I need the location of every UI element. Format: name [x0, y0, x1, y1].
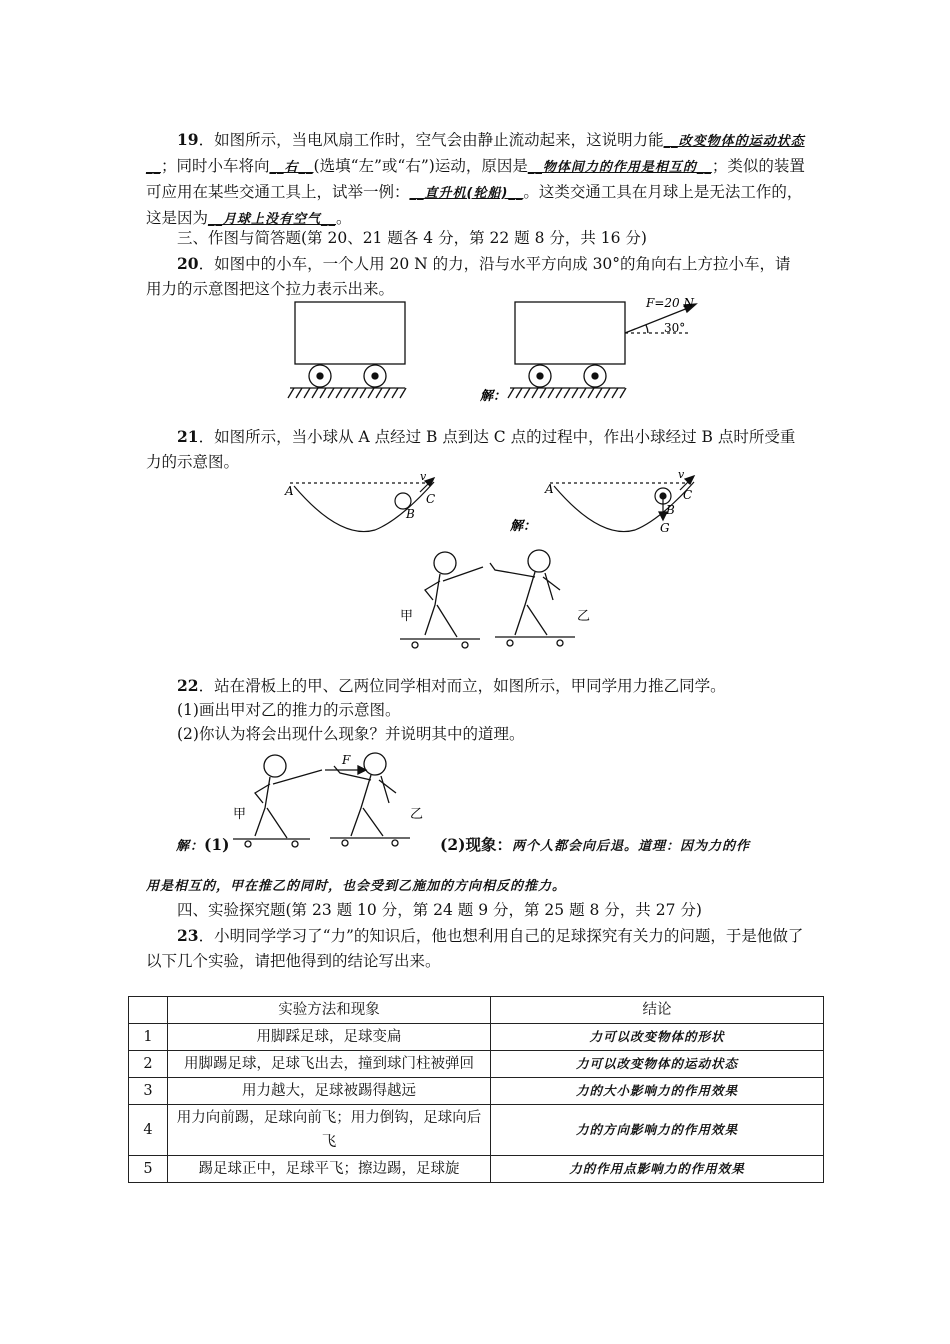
- row-method: 用力越大，足球被踢得越远: [168, 1078, 491, 1105]
- q19-answer-5: __月球上没有空气__: [208, 212, 337, 227]
- force-label: F=20 N: [646, 296, 694, 310]
- q19-text-5: 。这类交通工具在月球上是无法工作的，这是因为: [146, 183, 803, 227]
- point-c-label-2: C: [683, 488, 693, 502]
- skateboard-figure: [395, 545, 600, 650]
- row-method: 用脚踢足球，足球飞出去，撞到球门柱被弹回: [168, 1051, 491, 1078]
- q23-number: 23: [177, 926, 199, 945]
- q20-solution-label: 解：: [480, 389, 507, 404]
- q20-text: ．如图中的小车，一个人用 20 N 的力，沿与水平方向成 30°的角向右上方拉小车，请用力的示意图把这个拉力表示出来。: [146, 255, 791, 298]
- q19-answer-2: __右__: [269, 160, 314, 175]
- velocity-label-2: v: [678, 468, 685, 481]
- point-a-label-2: A: [545, 482, 554, 496]
- table-row: [129, 1078, 824, 1105]
- q22-answer-2: [146, 873, 806, 899]
- row-index: 4: [129, 1105, 168, 1156]
- section-4-heading: 四、实验探究题(第 23 题 10 分，第 24 题 9 分，第 25 题 8 分，共 27 分): [177, 901, 702, 919]
- q21-number: 21: [177, 427, 199, 446]
- row-index: 2: [129, 1051, 168, 1078]
- jia-label-2: 甲: [233, 807, 247, 822]
- header-conclusion: 结论: [491, 997, 824, 1024]
- row-index: 5: [129, 1156, 168, 1183]
- q19-answer-4: __直升机(轮船)__: [409, 186, 524, 201]
- row-method: 用力向前踢，足球向前飞；用力倒钩，足球向后飞: [168, 1105, 491, 1156]
- row-conclusion: 力可以改变物体的运动状态: [491, 1051, 824, 1078]
- q22-number: 22: [177, 676, 199, 695]
- cart-figure: [280, 292, 700, 407]
- table-row: [129, 1051, 824, 1078]
- row-index: 1: [129, 1024, 168, 1051]
- velocity-label: v: [420, 470, 427, 483]
- q22-solution-label: 解：: [176, 839, 205, 854]
- q19-text-2: ；同时小车将向: [161, 157, 270, 175]
- q22-part-1: (1)画出甲对乙的推力的示意图。: [177, 701, 401, 719]
- point-c-label: C: [426, 492, 436, 506]
- q21-solution-label: 解：: [510, 519, 537, 534]
- row-conclusion: 力可以改变物体的形状: [491, 1024, 824, 1051]
- point-a-label: A: [285, 484, 294, 498]
- q22-solution-part-1: (1): [204, 835, 230, 854]
- header-method: 实验方法和现象: [168, 997, 491, 1024]
- gravity-label: G: [660, 521, 670, 535]
- q22-phenomenon-label: (2)现象：: [440, 835, 512, 854]
- cart-answer: [508, 302, 696, 398]
- table-row: [129, 1024, 824, 1051]
- q19-text-4: ；类似的装置可应用在某些交通工具上，试举一例：: [146, 157, 805, 201]
- q19-number: 19: [177, 130, 199, 149]
- row-conclusion: 力的作用点影响力的作用效果: [491, 1156, 824, 1183]
- experiment-table: [128, 996, 824, 1183]
- q19-answer-3: __物体间力的作用是相互的__: [527, 160, 712, 175]
- question-23: [146, 923, 806, 974]
- q19-text-3: (选填“左”或“右”)运动，原因是: [313, 157, 528, 175]
- q22-answer-2-text: 用是相互的，甲在推乙的同时，也会受到乙施加的方向相反的推力。: [146, 879, 567, 894]
- q20-number: 20: [177, 254, 199, 273]
- q19-answer-1: __改变物体的运动状态__: [146, 134, 805, 175]
- header-index: [129, 997, 168, 1024]
- cart-original: [288, 302, 406, 398]
- row-conclusion: 力的大小影响力的作用效果: [491, 1078, 824, 1105]
- table-header: [129, 997, 824, 1024]
- force-f-label: F: [342, 753, 351, 767]
- question-19: [146, 127, 806, 232]
- angle-label: 30°: [664, 321, 686, 335]
- jia-label: 甲: [400, 609, 414, 624]
- table-row: [129, 1105, 824, 1156]
- q22-text: ．站在滑板上的甲、乙两位同学相对而立，如图所示，甲同学用力推乙同学。: [198, 677, 726, 695]
- q19-text: ．如图所示，当电风扇工作时，空气会由静止流动起来，这说明力能: [198, 131, 664, 149]
- q22-answer-1: 两个人都会向后退。道理：因为力的作: [511, 839, 750, 854]
- ball-track-figure: [280, 468, 710, 540]
- point-b-label: B: [406, 507, 415, 521]
- row-conclusion: 力的方向影响力的作用效果: [491, 1105, 824, 1156]
- yi-label: 乙: [577, 609, 591, 624]
- q19-text-6: 。: [336, 209, 352, 227]
- q21-text: ．如图所示，当小球从 A 点经过 B 点到达 C 点的过程中，作出小球经过 B 点时所受重力的示意图。: [146, 428, 796, 471]
- q22-solution-part-2: [440, 834, 750, 858]
- yi-label-2: 乙: [410, 807, 424, 822]
- row-method: 踢足球正中，足球平飞；擦边踢，足球旋: [168, 1156, 491, 1183]
- q22-part-2: (2)你认为将会出现什么现象？并说明其中的道理。: [177, 725, 525, 743]
- q23-text: ．小明同学学习了“力”的知识后，他也想利用自己的足球探究有关力的问题，于是他做了以下几个实验，请把他得到的结论写出来。: [146, 927, 804, 970]
- skateboard-answer-figure: [230, 748, 425, 848]
- row-index: 3: [129, 1078, 168, 1105]
- q22-solution-line-1: [176, 834, 229, 858]
- question-22: [146, 673, 806, 699]
- table-row: [129, 1156, 824, 1183]
- row-method: 用脚踩足球，足球变扁: [168, 1024, 491, 1051]
- point-b-label-2: B: [666, 503, 675, 517]
- section-3-heading: 三、作图与简答题(第 20、21 题各 4 分，第 22 题 8 分，共 16 分): [177, 229, 647, 247]
